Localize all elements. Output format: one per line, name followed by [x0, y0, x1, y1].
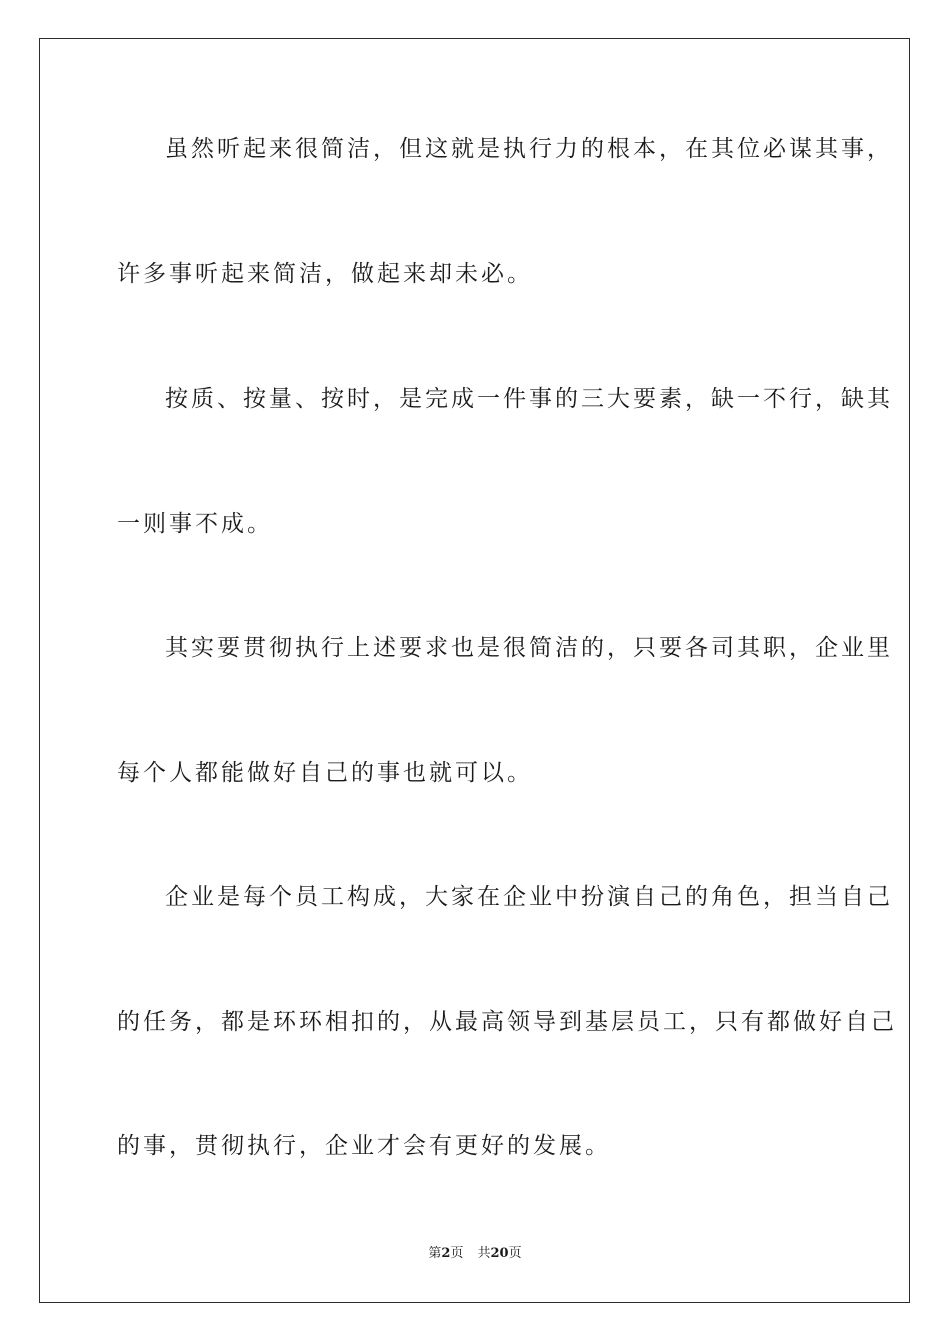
paragraph-3-line-2: 每个人都能做好自己的事也就可以。	[117, 760, 533, 786]
paragraph-4-line-1: 企业是每个员工构成，大家在企业中扮演自己的角色，担当自己	[165, 884, 893, 910]
total-pages: 20	[490, 1246, 509, 1261]
paragraph-2-line-2: 一则事不成。	[117, 511, 273, 537]
page-number: 2	[441, 1246, 451, 1261]
page-border	[39, 38, 910, 1303]
page-suffix: 页	[450, 1246, 464, 1261]
paragraph-4-line-2: 的任务，都是环环相扣的，从最高领导到基层员工，只有都做好自己	[117, 1009, 897, 1035]
total-prefix: 共	[477, 1246, 491, 1261]
page-footer	[0, 1244, 950, 1264]
paragraph-2-line-1: 按质、按量、按时，是完成一件事的三大要素，缺一不行，缺其	[165, 386, 893, 412]
paragraph-3-line-1: 其实要贯彻执行上述要求也是很简洁的，只要各司其职，企业里	[165, 635, 893, 661]
paragraph-1-line-2: 许多事听起来简洁，做起来却未必。	[117, 261, 533, 287]
total-suffix: 页	[508, 1246, 522, 1261]
paragraph-4-line-3: 的事，贯彻执行，企业才会有更好的发展。	[117, 1133, 611, 1159]
paragraph-1-line-1: 虽然听起来很简洁，但这就是执行力的根本，在其位必谋其事，	[165, 136, 893, 162]
page-prefix: 第	[428, 1246, 442, 1261]
